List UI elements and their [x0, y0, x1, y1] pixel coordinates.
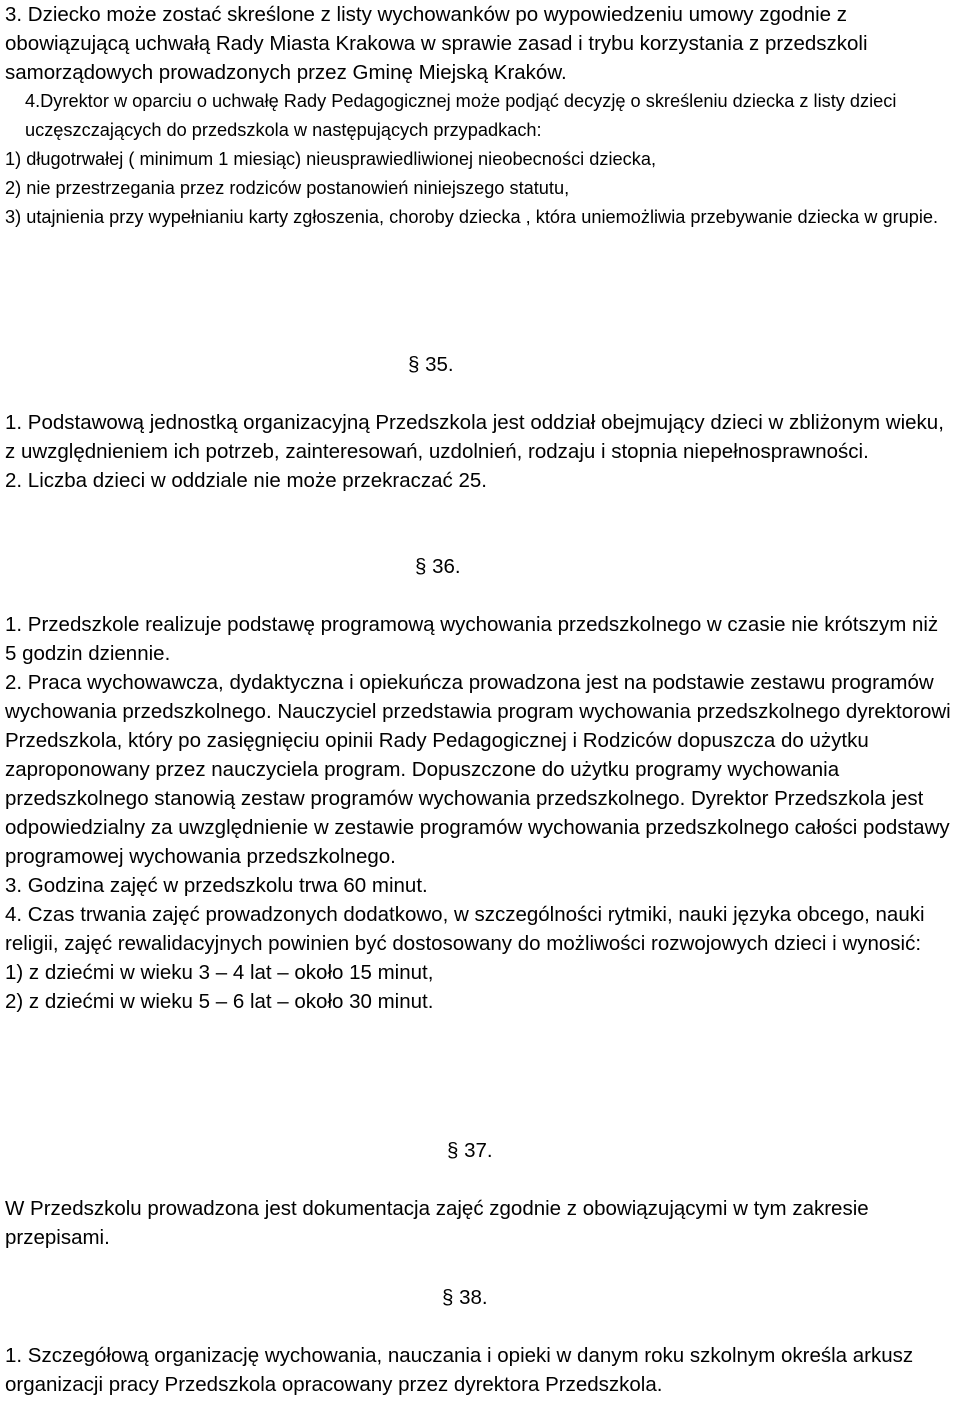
- paragraph: 4. Czas trwania zajęć prowadzonych dodatkowo, w szczególności rytmiki, nauki języka obcego, nauki religii, zajęć rewalidacyjnych powinien być dostosowany do możliwości rozwojowych dzieci i wynosić:: [5, 903, 925, 955]
- paragraph: 1. Przedszkole realizuje podstawę programową wychowania przedszkolnego w czasie nie krótszym niż 5 godzin dziennie.: [5, 613, 939, 665]
- list-item: 1) długotrwałej ( minimum 1 miesiąc) nieusprawiedliwionej nieobecności dziecka,: [5, 149, 656, 169]
- section-heading: § 35.: [408, 353, 454, 376]
- list-item: 2) nie przestrzegania przez rodziców postanowień niniejszego statutu,: [5, 178, 570, 198]
- paragraph: 1. Podstawową jednostką organizacyjną Przedszkola jest oddział obejmujący dzieci w zbliżonym wieku, z uwzględnieniem ich potrzeb, zainteresowań, uzdolnień, rodzaju i stopnia niepełnosprawności.: [5, 411, 944, 463]
- section-heading: § 36.: [415, 555, 461, 578]
- paragraph: 3. Dziecko może zostać skreślone z listy wychowanków po wypowiedzeniu umowy zgodnie z obowiązującą uchwałą Rady Miasta Krakowa w sprawie zasad i trybu korzystania z przedszkoli samorządowych prowadzonych przez Gminę Miejską Kraków.: [5, 3, 868, 84]
- paragraph: W Przedszkolu prowadzona jest dokumentacja zajęć zgodnie z obowiązującymi w tym zakresie przepisami.: [5, 1197, 869, 1249]
- list-item: 1) z dziećmi w wieku 3 – 4 lat – około 15 minut,: [5, 961, 434, 984]
- section-35: [5, 350, 955, 495]
- paragraph: 2. Liczba dzieci w oddziale nie może przekraczać 25.: [5, 469, 487, 492]
- paragraph: 1. Szczegółową organizację wychowania, nauczania i opieki w danym roku szkolnym określa arkusz organizacji pracy Przedszkola opracowany przez dyrektora Przedszkola.: [5, 1344, 914, 1396]
- section-top: [5, 0, 955, 232]
- list-item: 3) utajnienia przy wypełnianiu karty zgłoszenia, choroby dziecka , która uniemożliwia przebywanie dziecka w grupie.: [5, 207, 939, 227]
- paragraph: 4.Dyrektor w oparciu o uchwałę Rady Pedagogicznej może podjąć decyzję o skreśleniu dziecka z listy dzieci uczęszczających do przedszkola w następujących przypadkach:: [25, 91, 897, 140]
- section-heading: § 38.: [442, 1286, 488, 1309]
- section-heading: § 37.: [447, 1139, 493, 1162]
- section-36: [5, 552, 955, 1016]
- paragraph: 3. Godzina zajęć w przedszkolu trwa 60 minut.: [5, 874, 428, 897]
- section-37: [5, 1136, 955, 1252]
- section-38: [5, 1283, 955, 1399]
- list-item: 2) z dziećmi w wieku 5 – 6 lat – około 30 minut.: [5, 990, 434, 1013]
- paragraph: 2. Praca wychowawcza, dydaktyczna i opiekuńcza prowadzona jest na podstawie zestawu programów wychowania przedszkolnego. Nauczyciel przedstawia program wychowania przedszkolnego dyrektorowi Przedszkola, który po zasięgnięciu opinii Rady Pedagogicznej i Rodziców dopuszcza do użytku zaproponowany przez nauczyciela program. Dopuszczone do użytku programy wychowania przedszkolnego stanowią zestaw programów wychowania przedszkolnego. Dyrektor Przedszkola jest odpowiedzialny za uwzględnienie w zestawie programów wychowania przedszkolnego całości podstawy programowej wychowania przedszkolnego.: [5, 671, 951, 868]
